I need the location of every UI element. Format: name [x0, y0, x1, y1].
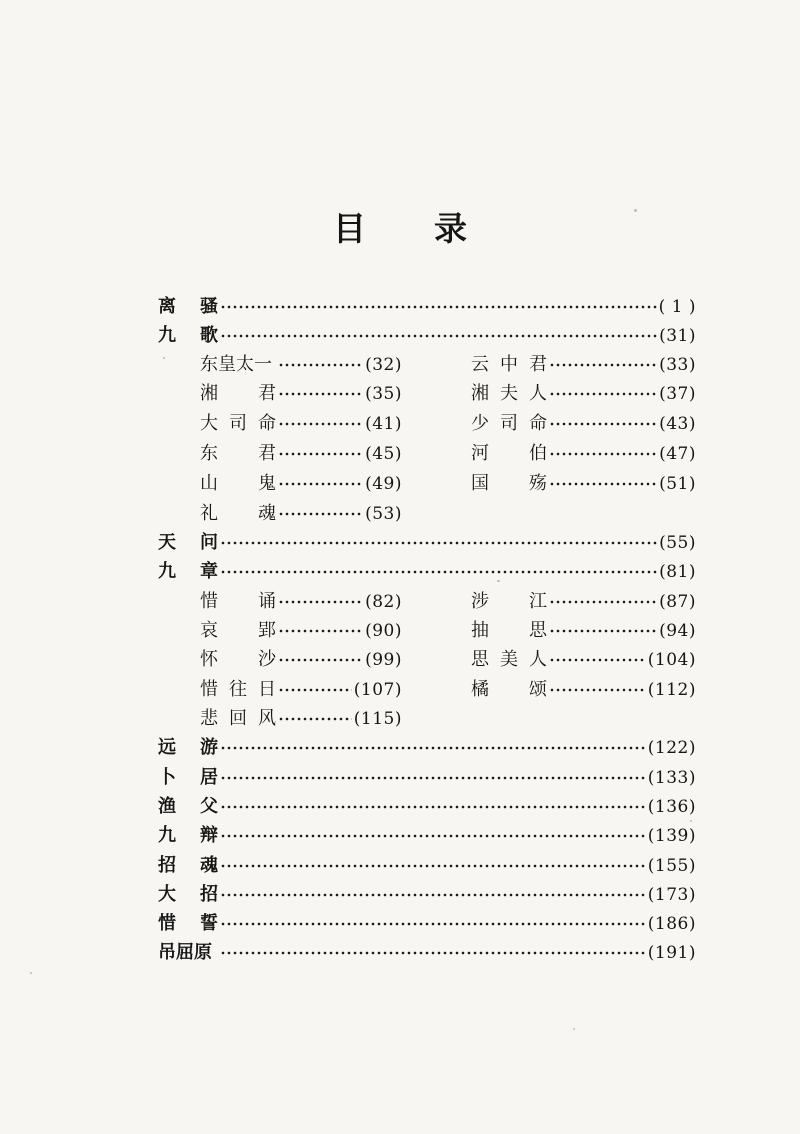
toc-entry[interactable] [158, 558, 696, 586]
scan-speck [163, 357, 165, 359]
dot-leader [549, 617, 657, 645]
toc-entry-page: (139) [647, 826, 696, 846]
toc-entry-title: 吊屈原 [158, 942, 212, 963]
scan-speck [497, 580, 500, 582]
toc-entry-page: (173) [647, 885, 696, 905]
toc-entry-page: (122) [647, 738, 696, 758]
toc-subentry[interactable] [200, 470, 402, 498]
toc-entry-title: 惜 誓 [158, 913, 218, 934]
dot-leader [549, 440, 657, 468]
dot-leader [278, 351, 363, 379]
dot-leader [278, 588, 363, 616]
dot-leader [278, 676, 352, 704]
toc-entry-page: (81) [659, 562, 696, 582]
dot-leader [549, 676, 646, 704]
toc-subentry-page: (32) [365, 355, 402, 375]
dot-leader [278, 705, 352, 733]
toc-subentry[interactable] [471, 470, 696, 498]
toc-subentry-page: (112) [647, 680, 696, 700]
dot-leader [549, 588, 657, 616]
toc-subentry[interactable] [200, 380, 402, 408]
toc-subentry-page: (51) [659, 474, 696, 494]
toc-subentry-title: 怀 沙 [200, 649, 276, 670]
toc-subentry-page: (45) [365, 444, 402, 464]
toc-subentry-page: (47) [659, 444, 696, 464]
toc-subentry-page: (43) [659, 414, 696, 434]
toc-entry[interactable] [158, 881, 696, 909]
dot-leader [220, 293, 657, 321]
dot-leader [220, 764, 646, 792]
toc-subentry-title: 抽 思 [471, 620, 547, 641]
toc-entry[interactable] [158, 822, 696, 850]
toc-subentry-title: 国 殇 [471, 473, 547, 494]
toc-entry-title: 九 歌 [158, 325, 218, 346]
toc-subentry-title: 湘 夫 人 [471, 383, 547, 404]
toc-subentry-page: (35) [365, 384, 402, 404]
dot-leader [549, 351, 657, 379]
toc-subentry-page: (87) [659, 592, 696, 612]
toc-entry-title: 招 魂 [158, 855, 218, 876]
toc-entry-page: (155) [647, 856, 696, 876]
toc-subentry-title: 大 司 命 [200, 413, 276, 434]
toc-subentry[interactable] [200, 351, 402, 379]
scan-speck [690, 820, 692, 822]
toc-subentry[interactable] [200, 410, 402, 438]
dot-leader [549, 470, 657, 498]
toc-entry[interactable] [158, 293, 696, 321]
toc-subentry-title: 东皇太一 [200, 354, 272, 375]
toc-subentry[interactable] [200, 440, 402, 468]
toc-entry-title: 九 辩 [158, 825, 218, 846]
dot-leader [278, 617, 363, 645]
toc-entry-page: (186) [647, 914, 696, 934]
scan-speck [30, 972, 32, 974]
dot-leader [278, 470, 363, 498]
toc-entry[interactable] [158, 939, 696, 967]
scan-speck [573, 1028, 575, 1030]
toc-subentry-page: (99) [365, 650, 402, 670]
dot-leader [278, 646, 363, 674]
dot-leader [278, 440, 363, 468]
toc-subentry[interactable] [200, 588, 402, 616]
toc-entry-page: (133) [647, 768, 696, 788]
toc-subentry-page: (41) [365, 414, 402, 434]
toc-entry-page: (55) [659, 533, 696, 553]
toc-subentry-title: 惜 往 日 [200, 679, 276, 700]
toc-subentry-title: 山 鬼 [200, 473, 276, 494]
toc-subentry[interactable] [200, 676, 402, 704]
toc-entry[interactable] [158, 910, 696, 938]
toc-entry[interactable] [158, 322, 696, 350]
title-char: 目 [333, 209, 366, 248]
toc-entry-title: 离 骚 [158, 296, 218, 317]
toc-subentry-title: 涉 江 [471, 591, 547, 612]
toc-subentry-page: (94) [659, 621, 696, 641]
toc-subentry[interactable] [200, 500, 402, 528]
toc-subentry[interactable] [200, 617, 402, 645]
dot-leader [220, 852, 646, 880]
dot-leader [278, 380, 363, 408]
toc-subentry-title: 东 君 [200, 443, 276, 464]
toc-entry-title: 远 游 [158, 737, 218, 758]
toc-subentry-title: 惜 诵 [200, 591, 276, 612]
toc-subentry-title: 哀 郢 [200, 620, 276, 641]
toc-subentry-title: 橘 颂 [471, 679, 547, 700]
dot-leader [220, 734, 646, 762]
dot-leader [278, 500, 363, 528]
toc-subentry-page: (49) [365, 474, 402, 494]
toc-subentry-page: (107) [353, 680, 402, 700]
toc-subentry[interactable] [471, 410, 696, 438]
toc-subentry-page: (90) [365, 621, 402, 641]
dot-leader [220, 558, 657, 586]
toc-entry-title: 渔 父 [158, 796, 218, 817]
dot-leader [220, 529, 657, 557]
toc-subentry-page: (33) [659, 355, 696, 375]
page-title [0, 203, 800, 250]
title-char: 录 [434, 209, 467, 248]
toc-subentry-title: 云 中 君 [471, 354, 547, 375]
toc-subentry-page: (82) [365, 592, 402, 612]
toc-subentry-title: 河 伯 [471, 443, 547, 464]
toc-subentry[interactable] [471, 440, 696, 468]
toc-entry[interactable] [158, 734, 696, 762]
toc-subentry[interactable] [471, 617, 696, 645]
toc-subentry-page: (37) [659, 384, 696, 404]
toc-subentry[interactable] [471, 588, 696, 616]
dot-leader [220, 939, 646, 967]
toc-subentry-page: (115) [353, 709, 402, 729]
toc-subentry[interactable] [471, 380, 696, 408]
dot-leader [220, 881, 646, 909]
toc-subentry[interactable] [471, 351, 696, 379]
dot-leader [549, 380, 657, 408]
toc-entry-page: (191) [647, 943, 696, 963]
dot-leader [220, 793, 646, 821]
toc-subentry-title: 湘 君 [200, 383, 276, 404]
toc-subentry-page: (104) [647, 650, 696, 670]
toc-entry-title: 天 问 [158, 532, 218, 553]
toc-subentry-title: 思 美 人 [471, 649, 547, 670]
toc-entry-page: (136) [647, 797, 696, 817]
toc-entry-page: (31) [659, 326, 696, 346]
dot-leader [220, 822, 646, 850]
toc-entry-page: ( 1 ) [658, 297, 696, 317]
toc-subentry-title: 悲 回 风 [200, 708, 276, 729]
toc-entry[interactable] [158, 529, 696, 557]
dot-leader [220, 910, 646, 938]
toc-entry-title: 大 招 [158, 884, 218, 905]
dot-leader [549, 410, 657, 438]
toc-subentry[interactable] [471, 646, 696, 674]
dot-leader [220, 322, 657, 350]
toc-entry[interactable] [158, 764, 696, 792]
toc-subentry[interactable] [200, 646, 402, 674]
toc-subentry[interactable] [200, 705, 402, 733]
toc-entry-title: 卜 居 [158, 767, 218, 788]
toc-entry[interactable] [158, 793, 696, 821]
dot-leader [549, 646, 646, 674]
toc-subentry-title: 少 司 命 [471, 413, 547, 434]
toc-entry-title: 九 章 [158, 561, 218, 582]
toc-entry[interactable] [158, 852, 696, 880]
scan-speck [634, 209, 637, 212]
toc-subentry[interactable] [471, 676, 696, 704]
toc-subentry-page: (53) [365, 504, 402, 524]
toc-subentry-title: 礼 魂 [200, 503, 276, 524]
dot-leader [278, 410, 363, 438]
